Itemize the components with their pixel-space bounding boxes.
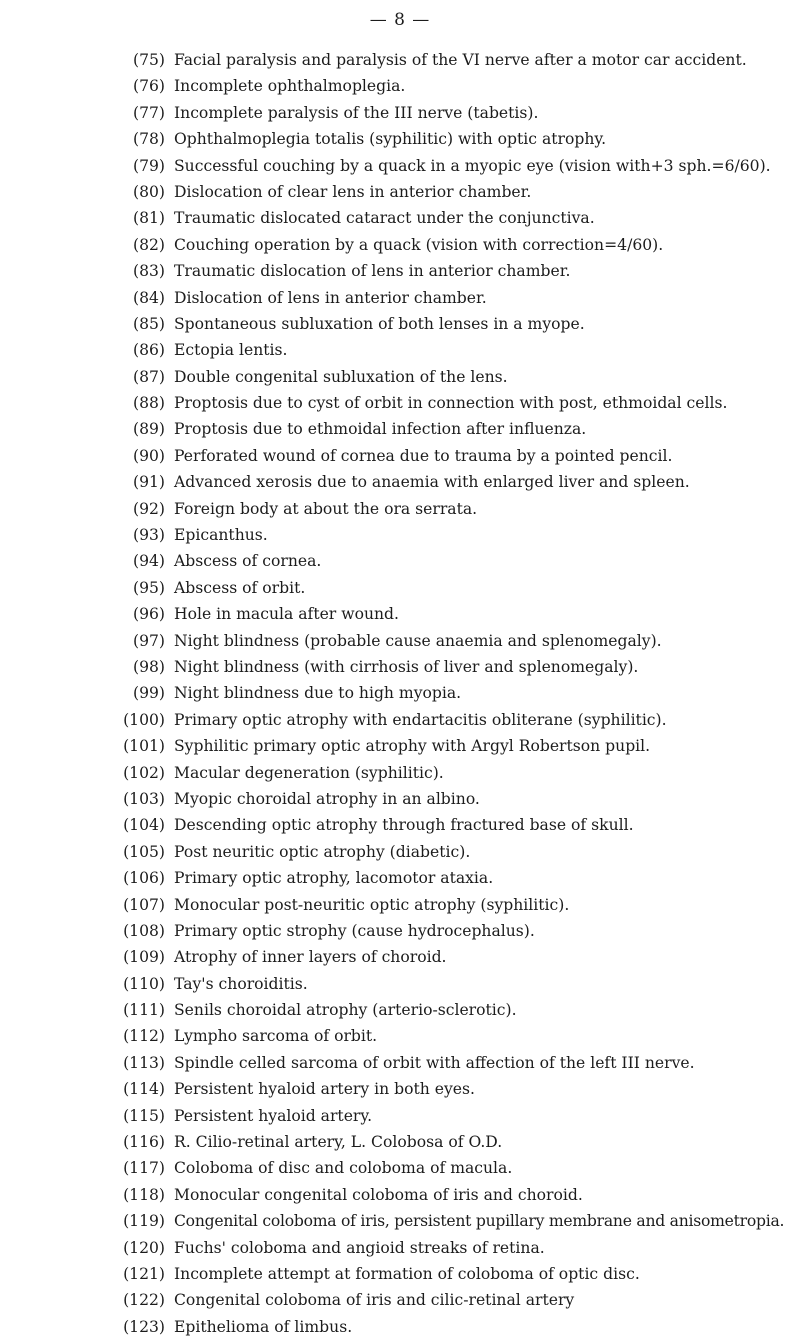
list-item (0, 548, 800, 574)
list-item (0, 865, 800, 891)
entry-text: Descending optic atrophy through fractured base of skull. (174, 816, 634, 835)
entry-number: (87) (132, 367, 165, 386)
entry-number: (79) (132, 156, 165, 175)
entry-number: (83) (132, 262, 165, 281)
list-item (0, 1208, 800, 1234)
list-item (0, 337, 800, 363)
entry-number: (114) (123, 1080, 165, 1099)
entry-number: (121) (123, 1264, 165, 1283)
entry-number: (77) (132, 103, 165, 122)
list-item (0, 1023, 800, 1049)
list-item (0, 258, 800, 284)
entry-text: Hole in macula after wound. (174, 605, 399, 624)
entry-text: Persistent hyaloid artery in both eyes. (174, 1080, 475, 1099)
list-item (0, 1076, 800, 1102)
entry-number: (100) (123, 710, 165, 729)
entry-text: Abscess of orbit. (174, 578, 306, 597)
entry-text: Traumatic dislocation of lens in anterior chamber. (174, 262, 571, 281)
entry-number: (116) (123, 1133, 165, 1152)
entry-number: (97) (132, 631, 165, 650)
entry-text: Congenital coloboma of iris and cilic-retinal artery (174, 1291, 575, 1310)
entry-text: Night blindness (probable cause anaemia and splenomegaly). (174, 631, 662, 650)
list-item (0, 1235, 800, 1261)
entry-text: Foreign body at about the ora serrata. (174, 499, 478, 518)
entry-number: (86) (132, 341, 165, 360)
list-item (0, 416, 800, 442)
list-item (0, 1129, 800, 1155)
list-item (0, 786, 800, 812)
entry-text: Abscess of cornea. (174, 552, 322, 571)
list-item (0, 680, 800, 706)
entry-number: (76) (132, 77, 165, 96)
list-item (0, 232, 800, 258)
list-item (0, 100, 800, 126)
entry-text: Myopic choroidal atrophy in an albino. (174, 789, 480, 808)
entry-text: Proptosis due to ethmoidal infection after influenza. (174, 420, 587, 439)
entry-text: Primary optic atrophy, lacomotor ataxia. (174, 869, 494, 888)
list-item (0, 522, 800, 548)
entry-text: Facial paralysis and paralysis of the VI nerve after a motor car accident. (174, 51, 747, 69)
list-item (0, 179, 800, 205)
entry-number: (106) (123, 869, 165, 888)
list-item (0, 997, 800, 1023)
list-item (0, 390, 800, 416)
list-item (0, 205, 800, 231)
entry-number: (90) (132, 446, 165, 465)
entry-number: (91) (132, 473, 165, 492)
entry-text: Dislocation of clear lens in anterior chamber. (174, 182, 532, 201)
case-list (0, 47, 800, 1340)
entry-number: (94) (132, 552, 165, 571)
list-item (0, 971, 800, 997)
entry-text: Dislocation of lens in anterior chamber. (174, 288, 487, 307)
entry-text: Tay's choroiditis. (174, 974, 308, 993)
entry-number: (107) (123, 895, 165, 914)
list-item (0, 1182, 800, 1208)
entry-text: Incomplete attempt at formation of coloboma of optic disc. (174, 1264, 640, 1283)
entry-text: R. Cilio-retinal artery, L. Colobosa of O.D. (174, 1133, 503, 1152)
list-item (0, 496, 800, 522)
entry-number: (101) (123, 737, 165, 756)
list-item (0, 707, 800, 733)
entry-text: Night blindness (with cirrhosis of liver and splenomegaly). (174, 657, 639, 676)
entry-number: (110) (123, 974, 165, 993)
entry-number: (84) (132, 288, 165, 307)
entry-text: Atrophy of inner layers of choroid. (174, 948, 447, 967)
entry-text: Senils choroidal atrophy (arterio-sclerotic). (174, 1001, 517, 1020)
list-item (0, 1050, 800, 1076)
entry-text: Epicanthus. (174, 526, 268, 545)
list-item (0, 285, 800, 311)
entry-text: Monocular congenital coloboma of iris and choroid. (174, 1185, 583, 1204)
entry-text: Persistent hyaloid artery. (174, 1106, 373, 1125)
entry-number: (99) (132, 684, 165, 703)
entry-number: (111) (123, 1001, 165, 1020)
list-item (0, 892, 800, 918)
entry-text: Coloboma of disc and coloboma of macula. (174, 1159, 513, 1178)
entry-number: (85) (132, 314, 165, 333)
list-item (0, 47, 800, 73)
entry-number: (118) (123, 1185, 165, 1204)
entry-number: (78) (132, 130, 165, 149)
entry-text: Primary optic strophy (cause hydrocephalus). (174, 921, 535, 940)
entry-text: Epithelioma of limbus. (174, 1317, 353, 1336)
entry-text: Fuchs' coloboma and angioid streaks of retina. (174, 1238, 545, 1257)
entry-number: (92) (132, 499, 165, 518)
entry-number: (123) (123, 1317, 165, 1336)
list-item (0, 918, 800, 944)
entry-number: (95) (132, 578, 165, 597)
entry-number: (115) (123, 1106, 165, 1125)
list-item (0, 575, 800, 601)
entry-text: Lympho sarcoma of orbit. (174, 1027, 378, 1046)
entry-number: (75) (132, 51, 165, 69)
entry-number: (104) (123, 816, 165, 835)
entry-text: Couching operation by a quack (vision with correction=4/60). (174, 235, 664, 254)
entry-number: (103) (123, 789, 165, 808)
list-item (0, 443, 800, 469)
entry-number: (122) (123, 1291, 165, 1310)
list-item (0, 839, 800, 865)
entry-number: (112) (123, 1027, 165, 1046)
list-item (0, 628, 800, 654)
entry-text: Spontaneous subluxation of both lenses in a myope. (174, 314, 585, 333)
list-item (0, 1155, 800, 1181)
entry-number: (117) (123, 1159, 165, 1178)
entry-text: Ectopia lentis. (174, 341, 288, 360)
entry-text: Successful couching by a quack in a myopic eye (vision with+3 sph.=6/60). (174, 156, 771, 175)
list-item (0, 73, 800, 99)
list-item (0, 126, 800, 152)
list-item (0, 601, 800, 627)
entry-text: Monocular post-neuritic optic atrophy (syphilitic). (174, 895, 570, 914)
entry-text: Ophthalmoplegia totalis (syphilitic) with optic atrophy. (174, 130, 607, 149)
entry-number: (102) (123, 763, 165, 782)
entry-number: (108) (123, 921, 165, 940)
page-number: — 8 — (369, 10, 431, 30)
entry-text: Double congenital subluxation of the lens. (174, 367, 508, 386)
list-item (0, 1287, 800, 1313)
list-item (0, 944, 800, 970)
entry-text: Congenital coloboma of iris, persistent pupillary membrane and anisometropia. (174, 1212, 785, 1231)
list-item (0, 469, 800, 495)
entry-number: (82) (132, 235, 165, 254)
entry-text: Primary optic atrophy with endartacitis obliterane (syphilitic). (174, 710, 667, 729)
entry-number: (119) (123, 1212, 165, 1231)
entry-number: (88) (132, 394, 165, 413)
list-item (0, 311, 800, 337)
entry-text: Proptosis due to cyst of orbit in connection with post, ethmoidal cells. (174, 394, 728, 413)
entry-text: Incomplete ophthalmoplegia. (174, 77, 406, 96)
entry-text: Incomplete paralysis of the III nerve (tabetis). (174, 103, 539, 122)
entry-text: Spindle celled sarcoma of orbit with affection of the left III nerve. (174, 1053, 695, 1072)
entry-number: (93) (132, 526, 165, 545)
list-item (0, 153, 800, 179)
list-item (0, 364, 800, 390)
entry-text: Syphilitic primary optic atrophy with Argyl Robertson pupil. (174, 737, 651, 756)
entry-text: Perforated wound of cornea due to trauma by a pointed pencil. (174, 446, 673, 465)
entry-number: (120) (123, 1238, 165, 1257)
entry-text: Advanced xerosis due to anaemia with enlarged liver and spleen. (174, 473, 690, 492)
list-item (0, 1103, 800, 1129)
entry-text: Post neuritic optic atrophy (diabetic). (174, 842, 471, 861)
entry-text: Macular degeneration (syphilitic). (174, 763, 444, 782)
entry-number: (98) (132, 657, 165, 676)
list-item (0, 1314, 800, 1340)
entry-number: (89) (132, 420, 165, 439)
list-item (0, 812, 800, 838)
entry-text: Traumatic dislocated cataract under the conjunctiva. (174, 209, 595, 228)
entry-number: (105) (123, 842, 165, 861)
list-item (0, 1261, 800, 1287)
entry-number: (109) (123, 948, 165, 967)
entry-text: Night blindness due to high myopia. (174, 684, 462, 703)
entry-number: (80) (132, 182, 165, 201)
list-item (0, 760, 800, 786)
entry-number: (81) (132, 209, 165, 228)
entry-number: (113) (123, 1053, 165, 1072)
list-item (0, 654, 800, 680)
entry-number: (96) (132, 605, 165, 624)
list-item (0, 733, 800, 759)
